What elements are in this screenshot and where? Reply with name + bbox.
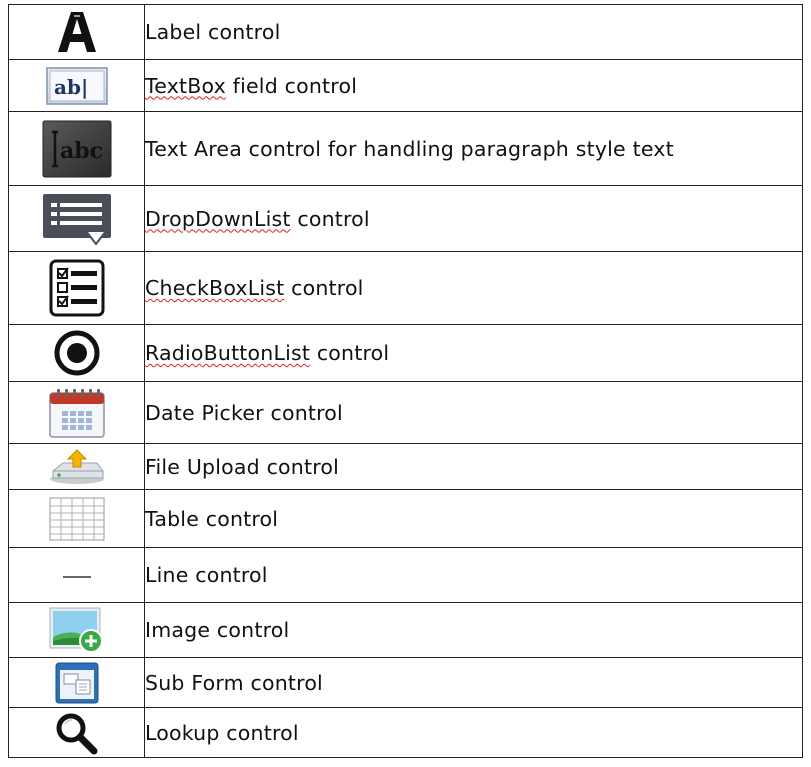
checkbox-list-icon <box>49 259 105 317</box>
table-row <box>9 186 803 252</box>
row-label: RadioButtonList control <box>145 325 803 382</box>
svg-text:abc: abc <box>59 137 103 164</box>
radio-button-icon <box>53 329 101 377</box>
label-icon <box>57 10 97 54</box>
svg-text:ab|: ab| <box>53 74 88 99</box>
table-row <box>9 5 803 60</box>
table-grid-icon <box>49 497 105 541</box>
row-label: CheckBoxList control <box>145 252 803 325</box>
calendar-icon <box>48 387 106 439</box>
row-label: Table control <box>145 490 803 548</box>
table-row <box>9 252 803 325</box>
row-label: Lookup control <box>145 708 803 758</box>
table-row <box>9 658 803 708</box>
row-label: File Upload control <box>145 444 803 490</box>
row-label: Line control <box>145 548 803 603</box>
sub-form-icon <box>55 662 99 704</box>
icon-cell <box>9 490 145 548</box>
row-label: Sub Form control <box>145 658 803 708</box>
table-row <box>9 112 803 186</box>
row-label: Date Picker control <box>145 382 803 444</box>
row-label: Image control <box>145 603 803 658</box>
file-upload-icon <box>47 449 107 485</box>
table-row <box>9 382 803 444</box>
table-row <box>9 708 803 758</box>
controls-table <box>8 4 803 758</box>
image-add-icon <box>49 607 105 653</box>
icon-cell <box>9 252 145 325</box>
table-row <box>9 444 803 490</box>
table-row <box>9 325 803 382</box>
icon-cell <box>9 60 145 112</box>
table-row <box>9 548 803 603</box>
line-icon <box>57 571 97 581</box>
magnifier-icon <box>53 711 101 755</box>
icon-cell <box>9 444 145 490</box>
icon-cell <box>9 112 145 186</box>
row-label: TextBox field control <box>145 60 803 112</box>
icon-cell <box>9 658 145 708</box>
row-label: DropDownList control <box>145 186 803 252</box>
icon-cell <box>9 708 145 758</box>
table-row <box>9 60 803 112</box>
table-row <box>9 490 803 548</box>
dropdown-list-icon <box>42 193 112 245</box>
icon-cell <box>9 603 145 658</box>
icon-cell <box>9 325 145 382</box>
textbox-icon <box>46 67 108 105</box>
icon-cell <box>9 186 145 252</box>
row-label: Label control <box>145 5 803 60</box>
row-label: Text Area control for handling paragraph style text <box>145 112 803 186</box>
table-row <box>9 603 803 658</box>
icon-cell <box>9 382 145 444</box>
textarea-icon <box>42 120 112 178</box>
icon-cell <box>9 5 145 60</box>
icon-cell <box>9 548 145 603</box>
